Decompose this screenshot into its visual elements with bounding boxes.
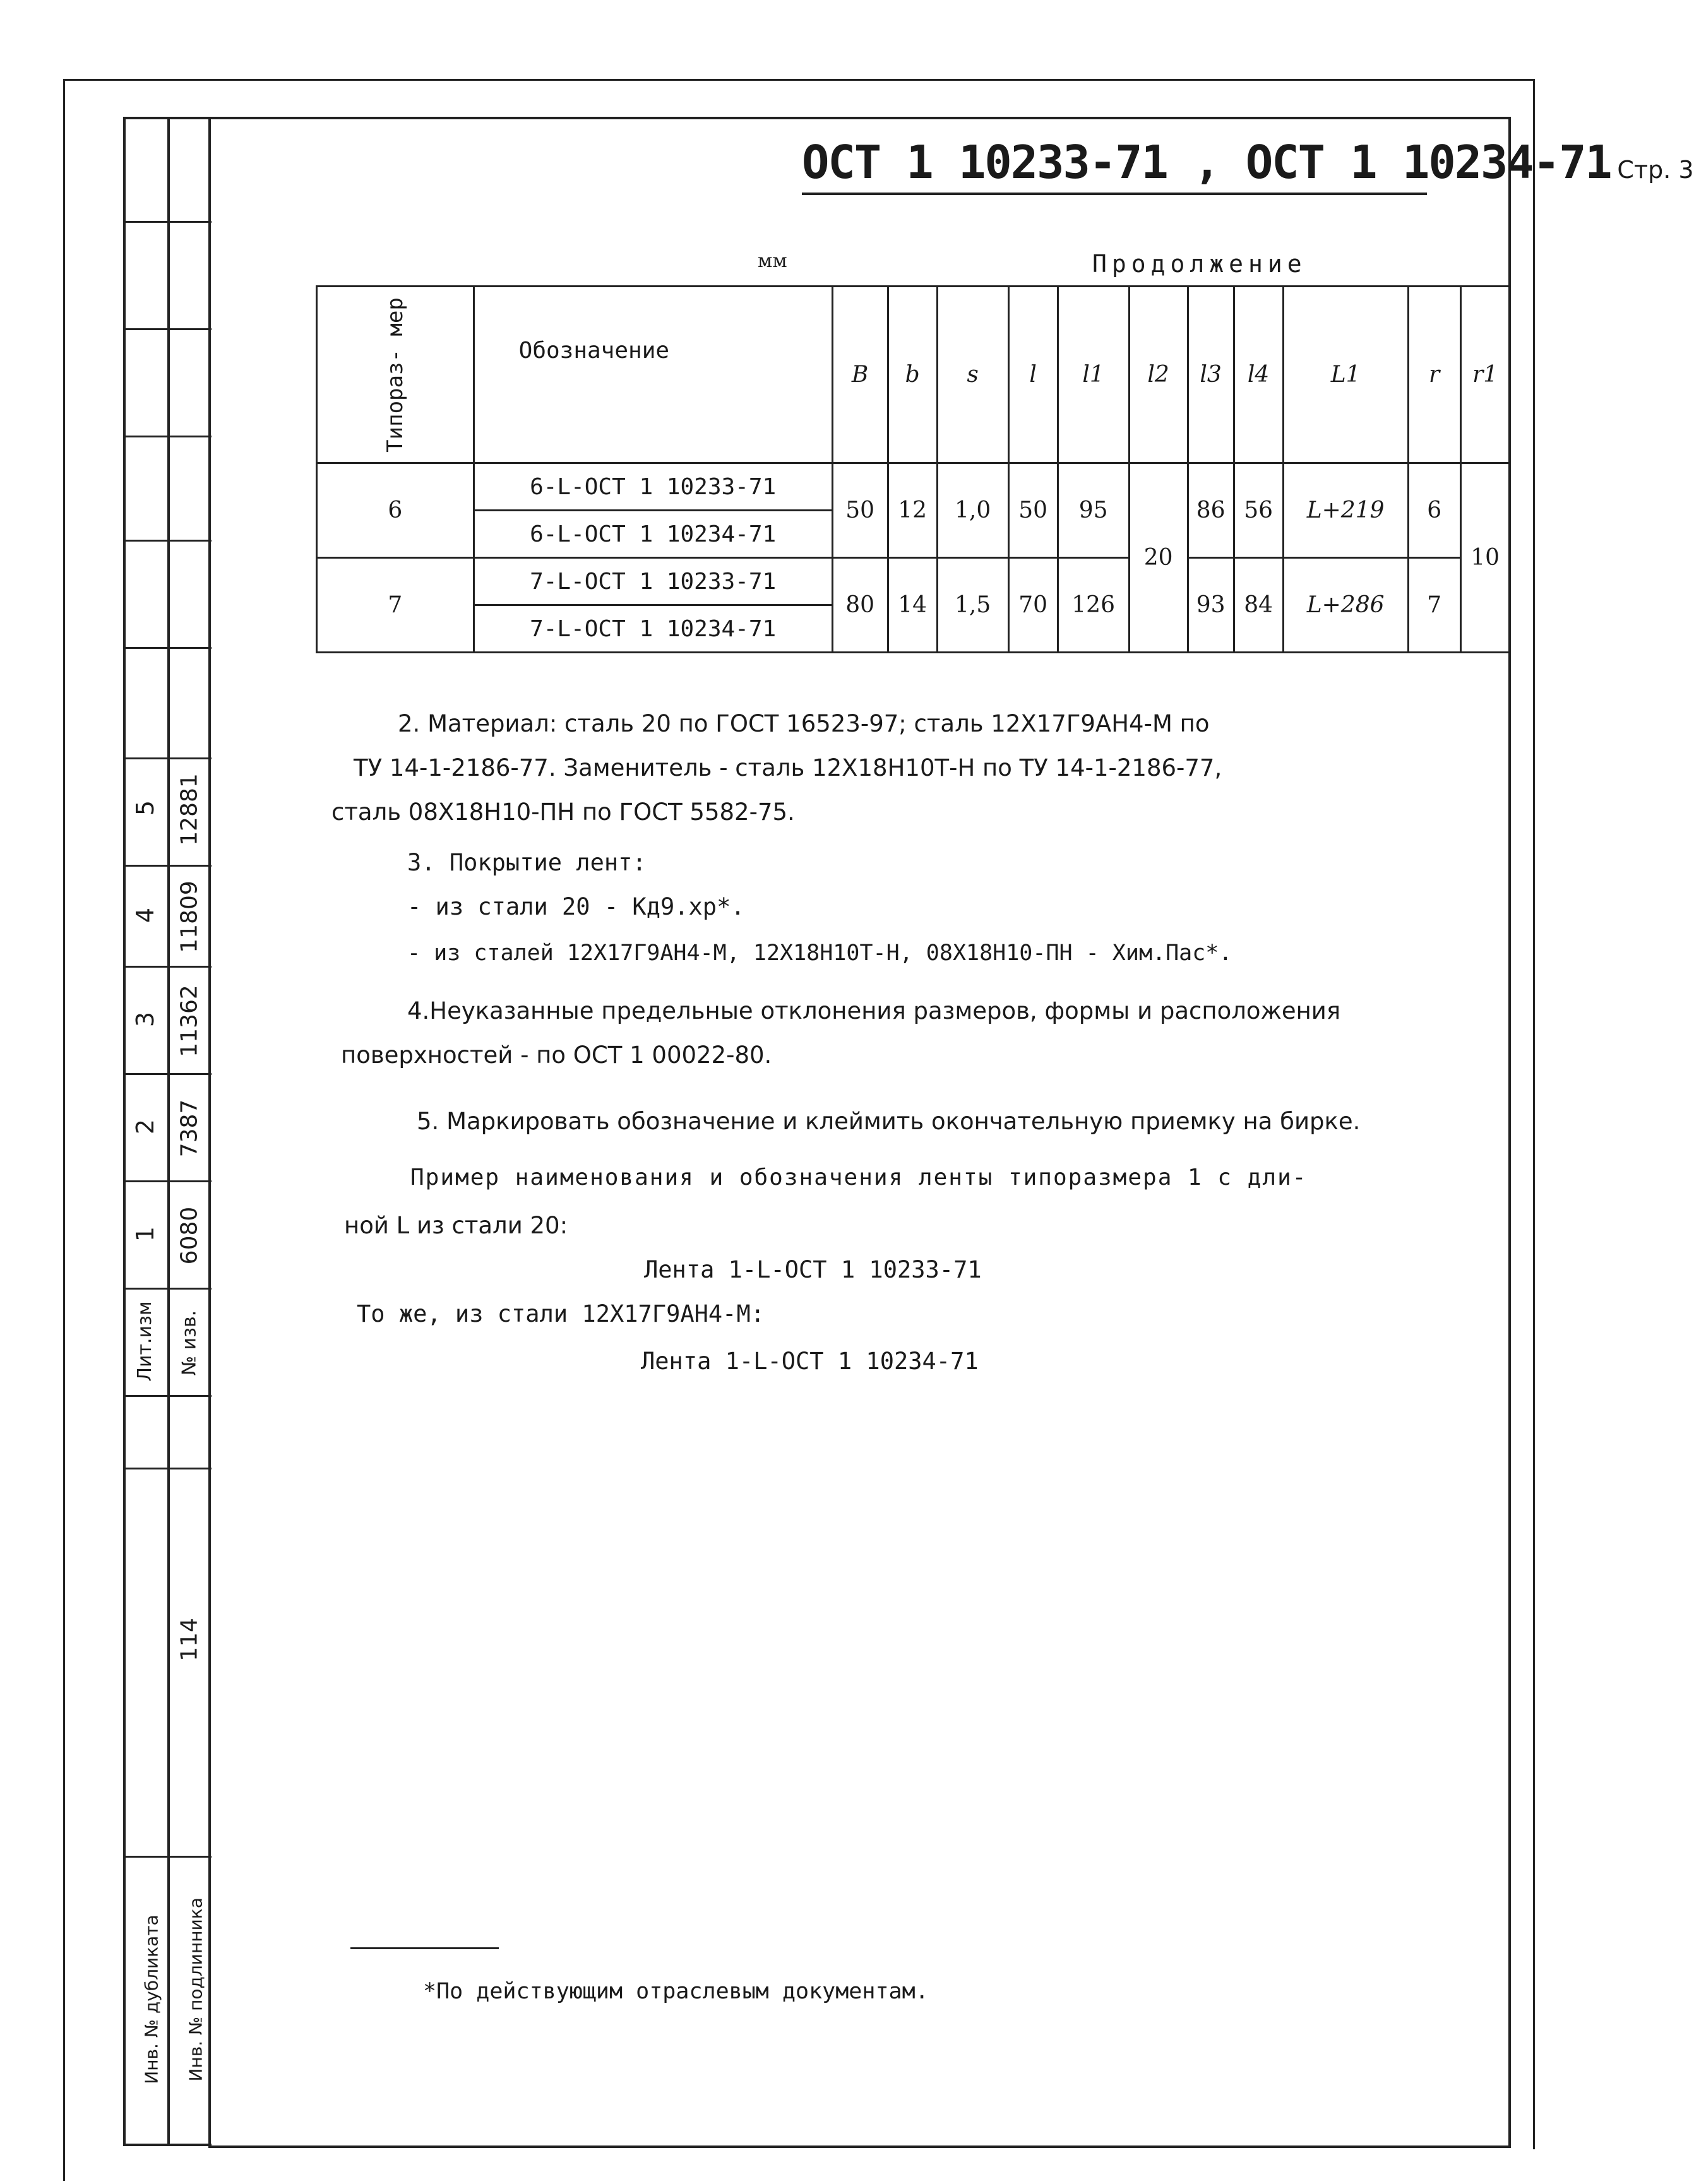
page-border-left — [63, 79, 65, 2181]
note-4-line-2: поверхностей - по ОСТ 1 00022-80. — [341, 1042, 772, 1069]
cell-designation: 6-L-ОСТ 1 10233-71 — [474, 463, 832, 511]
stamp-mid-edge — [167, 117, 170, 2146]
change-number: 5 — [131, 800, 159, 816]
stamp-divider — [123, 1395, 212, 1397]
change-number: 4 — [131, 907, 159, 923]
cell-size: 6 — [317, 463, 474, 558]
note-2-line-3: сталь 08Х18Н10-ПН по ГОСТ 5582-75. — [331, 798, 795, 826]
col-l1-header: l1 — [1058, 287, 1129, 463]
note-2-line-1: 2. Материал: сталь 20 по ГОСТ 16523-97; сталь 12Х17Г9АН4-М по — [398, 710, 1210, 737]
stamp-bottom — [123, 2144, 212, 2146]
cell-designation: 7-L-ОСТ 1 10234-71 — [474, 605, 832, 653]
footnote: *По действующим отраслевым документам. — [423, 1979, 929, 2004]
cell-s: 1,0 — [937, 463, 1008, 558]
example-line-2: ной L из стали 20: — [344, 1212, 568, 1239]
stamp-divider — [123, 757, 212, 759]
cell-B: 80 — [832, 558, 888, 653]
cell-designation: 7-L-ОСТ 1 10233-71 — [474, 558, 832, 605]
standard-header — [802, 136, 1694, 189]
stamp-divider — [123, 221, 212, 223]
header-rule — [802, 193, 1427, 195]
cell-l1: 95 — [1058, 463, 1129, 558]
cell-b: 14 — [888, 558, 937, 653]
page-label: Стр. 3 — [1617, 156, 1694, 184]
cell-s: 1,5 — [937, 558, 1008, 653]
original-inv-label: Инв. № подлинника — [185, 1897, 206, 2082]
stamp-divider — [123, 647, 212, 649]
col-s-header: s — [937, 287, 1008, 463]
example-line-1: Пример наименования и обозначения ленты типоразмера 1 с дли- — [410, 1165, 1308, 1190]
notice-number: 11362 — [176, 985, 203, 1057]
col-l-header: l — [1008, 287, 1058, 463]
note-4-line-1: 4.Неуказанные предельные отклонения размеров, формы и расположения — [407, 997, 1341, 1024]
cell-l2: 20 — [1129, 463, 1188, 653]
example-line-4: То же, из стали 12Х17Г9АН4-М: — [357, 1300, 765, 1327]
page-border-right — [1533, 79, 1535, 2149]
cell-r1: 10 — [1460, 463, 1510, 653]
cell-r: 7 — [1408, 558, 1460, 653]
note-3-line-1: 3. Покрытие лент: — [407, 849, 647, 876]
stamp-divider — [123, 436, 212, 437]
col-r1-header: r1 — [1460, 287, 1510, 463]
example-line-3: Лента 1-L-ОСТ 1 10233-71 — [644, 1256, 982, 1283]
duplicate-number: 114 — [176, 1618, 203, 1661]
note-3-line-2: - из стали 20 - Кд9.хр*. — [407, 893, 745, 920]
cell-l4: 84 — [1234, 558, 1283, 653]
col-b-header: b — [888, 287, 937, 463]
notice-number: 11809 — [176, 881, 203, 953]
note-2-line-2: ТУ 14-1-2186-77. Заменитель - сталь 12Х18Н10Т-Н по ТУ 14-1-2186-77, — [354, 754, 1222, 781]
spec-table — [316, 285, 1511, 653]
stamp-divider — [123, 540, 212, 542]
stamp-divider — [123, 865, 212, 867]
stamp-top — [123, 117, 212, 119]
stamp-left-edge — [123, 117, 126, 2146]
col-l3-header: l3 — [1188, 287, 1234, 463]
standard-title: ОСТ 1 10233-71 , ОСТ 1 10234-71 — [802, 136, 1611, 189]
col-designation-header: Обозначение — [474, 287, 832, 463]
table-row — [317, 463, 1510, 511]
change-number: 1 — [131, 1226, 159, 1242]
table-row — [317, 558, 1510, 605]
cell-l1: 126 — [1058, 558, 1129, 653]
units-label: мм — [758, 250, 787, 272]
footnote-rule — [350, 1947, 499, 1949]
stamp-divider — [123, 328, 212, 330]
continuation-label: Продолжение — [1092, 250, 1307, 278]
col-L1-header: L1 — [1283, 287, 1408, 463]
stamp-divider — [123, 1856, 212, 1858]
col-l2-header: l2 — [1129, 287, 1188, 463]
cell-l: 50 — [1008, 463, 1058, 558]
note-3-line-3: - из сталей 12Х17Г9АН4-М, 12Х18Н10Т-Н, 08Х18Н10-ПН - Хим.Пас*. — [407, 941, 1232, 966]
page-border-top — [63, 79, 1534, 81]
cell-l3: 93 — [1188, 558, 1234, 653]
note-5: 5. Маркировать обозначение и клеймить окончательную приемку на бирке. — [417, 1108, 1361, 1135]
cell-B: 50 — [832, 463, 888, 558]
stamp-divider — [123, 1073, 212, 1075]
izv-label: № изв. — [178, 1310, 201, 1376]
col-size-header: Типораз- мер — [317, 287, 474, 463]
cell-b: 12 — [888, 463, 937, 558]
stamp-divider — [123, 1468, 212, 1469]
notice-number: 7387 — [176, 1099, 203, 1158]
cell-designation: 6-L-ОСТ 1 10234-71 — [474, 511, 832, 558]
example-line-5: Лента 1-L-ОСТ 1 10234-71 — [641, 1348, 979, 1375]
cell-l4: 56 — [1234, 463, 1283, 558]
stamp-divider — [123, 1288, 212, 1290]
cell-l3: 86 — [1188, 463, 1234, 558]
duplicate-inv-label: Инв. № дубликата — [141, 1914, 162, 2084]
stamp-divider — [123, 1180, 212, 1182]
col-B-header: B — [832, 287, 888, 463]
col-l4-header: l4 — [1234, 287, 1283, 463]
cell-l: 70 — [1008, 558, 1058, 653]
lit-izm-label: Лит.изм — [134, 1301, 156, 1382]
change-number: 2 — [131, 1119, 159, 1135]
notice-number: 12881 — [176, 773, 203, 846]
cell-r: 6 — [1408, 463, 1460, 558]
stamp-divider — [123, 966, 212, 968]
cell-size: 7 — [317, 558, 474, 653]
col-r-header: r — [1408, 287, 1460, 463]
change-number: 3 — [131, 1011, 159, 1028]
cell-L1: L+219 — [1283, 463, 1408, 558]
cell-L1: L+286 — [1283, 558, 1408, 653]
notice-number: 6080 — [176, 1206, 203, 1265]
